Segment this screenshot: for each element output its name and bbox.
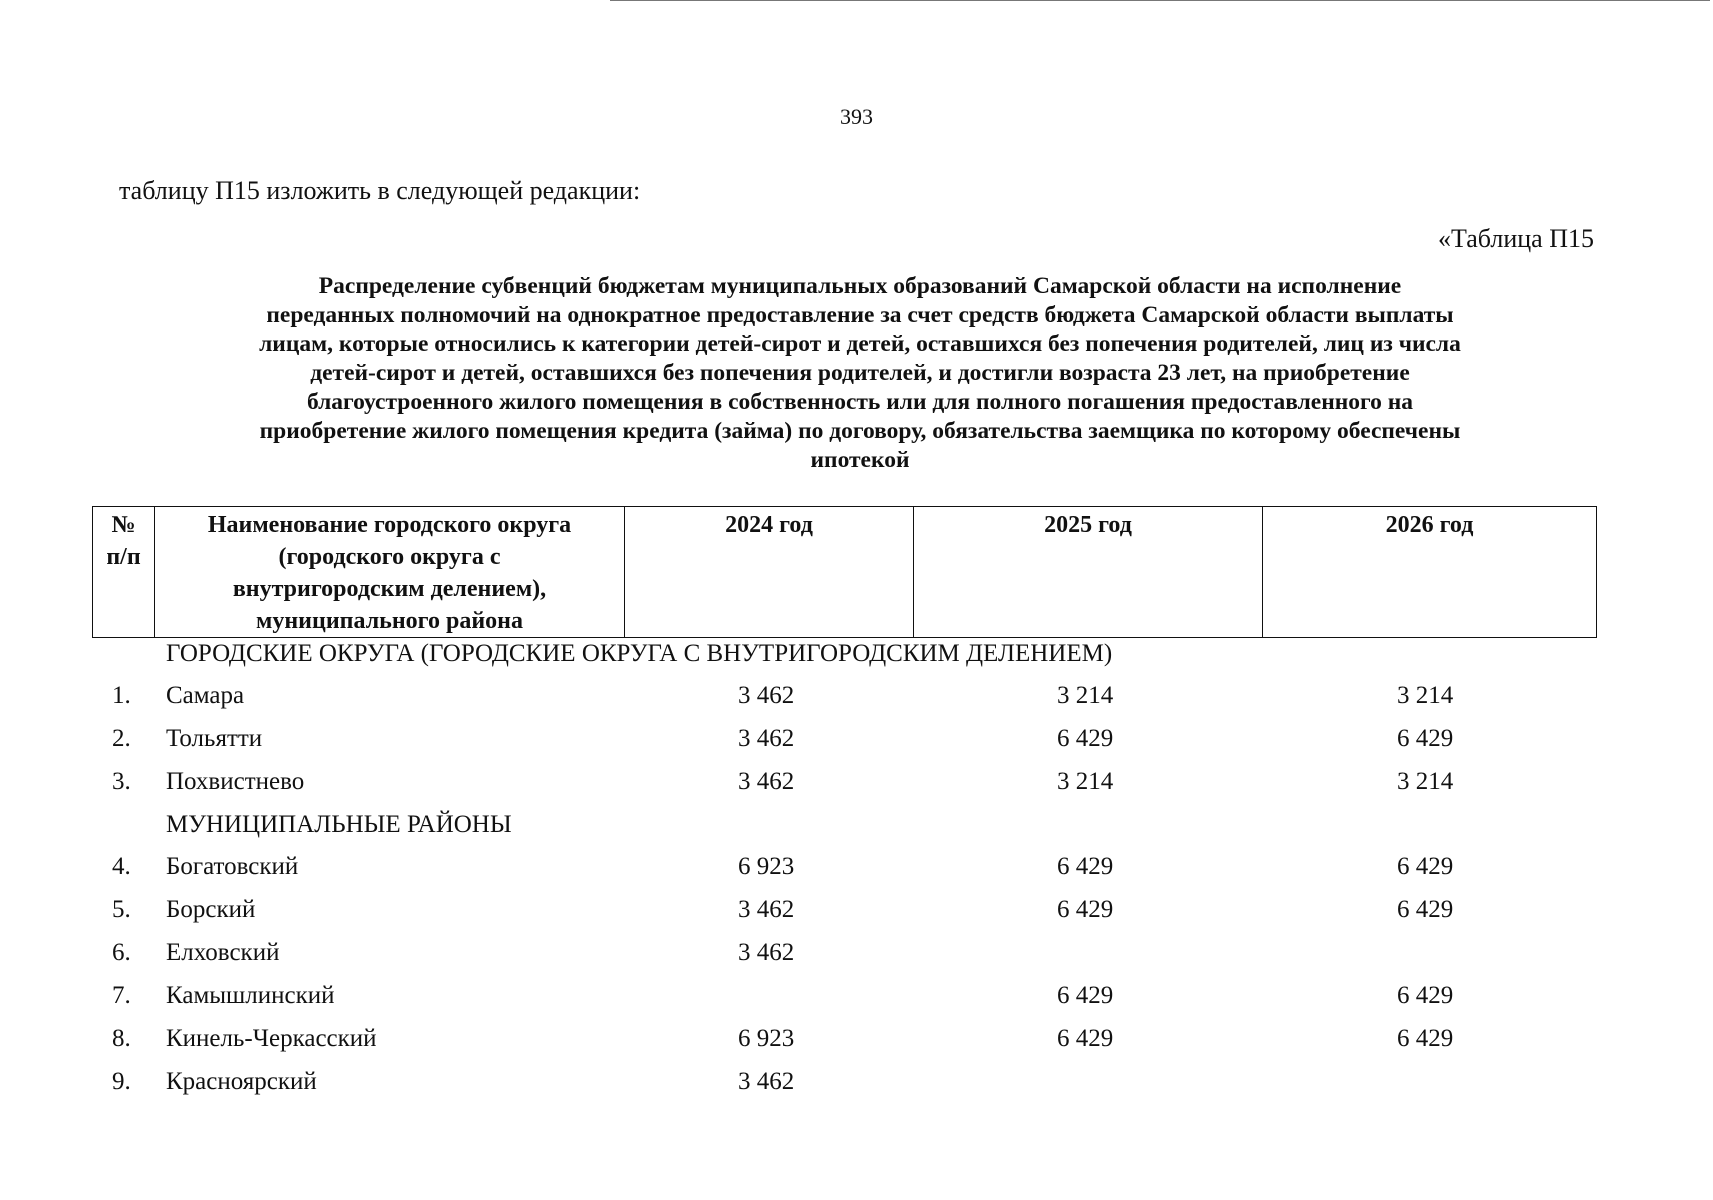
heading-line: благоустроенного жилого помещения в собственность или для полного погашения предоставленного на	[306, 389, 1414, 415]
scan-edge-line	[610, 0, 1710, 1]
table-reference: «Таблица П15	[1438, 224, 1594, 253]
table-row: 2. Тольятти 3 462 6 429 6 429	[112, 725, 1454, 752]
table-row: 3. Похвистнево 3 462 3 214 3 214	[112, 768, 1454, 795]
table-header	[92, 506, 1597, 638]
table-row: 9. Красноярский 3 462	[112, 1068, 795, 1095]
header-2024: 2024 год	[625, 507, 914, 638]
heading-line: лицам, которые относились к категории детей-сирот и детей, оставшихся без попечения родителей, лиц из числа	[259, 331, 1461, 357]
table-row: 4. Богатовский 6 923 6 429 6 429	[112, 853, 1454, 880]
table-row: 6. Елховский 3 462	[112, 939, 795, 966]
heading-line: переданных полномочий на однократное предоставление за счет средств бюджета Самарской области выплаты	[266, 302, 1454, 328]
header-num: № п/п	[93, 507, 155, 638]
header-name: Наименование городского округа (городского округа с внутригородским делением), муниципального района	[155, 507, 625, 638]
table-body	[92, 640, 1596, 1111]
table-row: 8. Кинель-Черкасский 6 923 6 429 6 429	[112, 1025, 1454, 1052]
heading-line: ипотекой	[810, 447, 910, 473]
table-row: 5. Борский 3 462 6 429 6 429	[112, 896, 1454, 923]
heading-line: Распределение субвенций бюджетам муниципальных образований Самарской области на исполнение	[318, 273, 1402, 299]
heading-line: детей-сирот и детей, оставшихся без попечения родителей, и достигли возраста 23 лет, на приобретение	[310, 360, 1410, 386]
table-row: 1. Самара 3 462 3 214 3 214	[112, 682, 1454, 709]
page-number: 393	[840, 104, 873, 129]
table-row: 7. Камышлинский 6 429 6 429	[112, 982, 1454, 1009]
table-heading	[120, 272, 1600, 475]
intro-text: таблицу П15 изложить в следующей редакции:	[119, 176, 641, 205]
header-2025: 2025 год	[914, 507, 1263, 638]
heading-line: приобретение жилого помещения кредита (займа) по договору, обязательства заемщика по которому обеспечены	[259, 418, 1461, 444]
section-header-city-districts: ГОРОДСКИЕ ОКРУГА (ГОРОДСКИЕ ОКРУГА С ВНУТРИГОРОДСКИМ ДЕЛЕНИЕМ)	[166, 640, 1113, 667]
header-row	[93, 507, 1597, 638]
header-2026: 2026 год	[1263, 507, 1597, 638]
section-header-municipal-districts: МУНИЦИПАЛЬНЫЕ РАЙОНЫ	[166, 811, 512, 838]
